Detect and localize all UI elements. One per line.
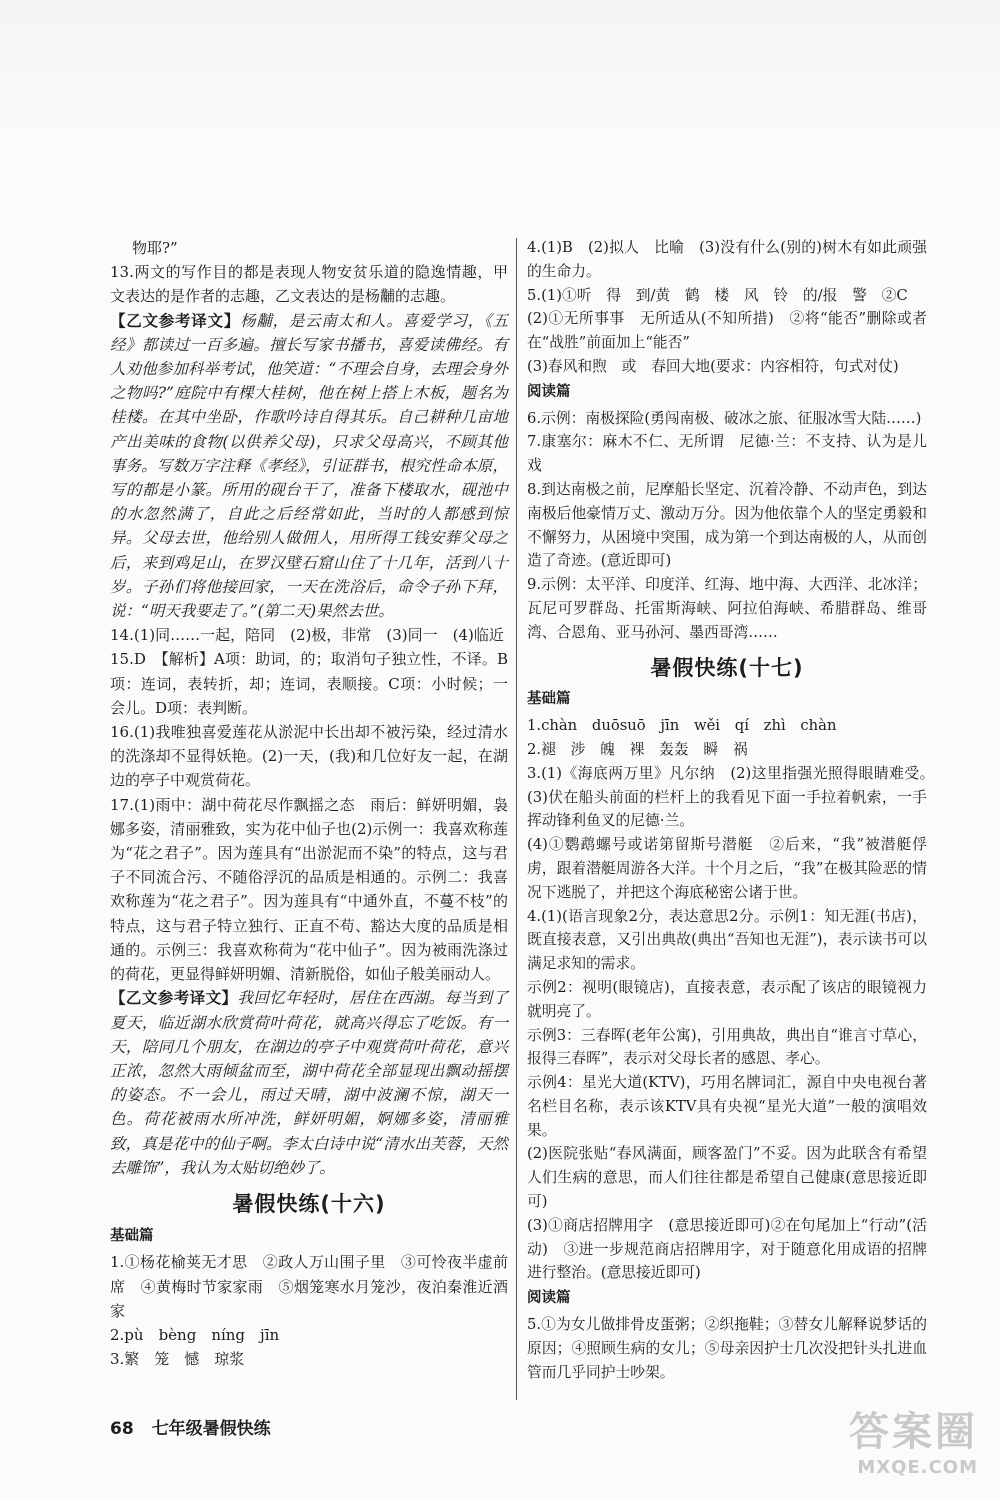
- watermark-logo-text: 答案圈: [849, 1409, 978, 1455]
- answer-2: 2.pù bèng níng jīn: [110, 1325, 280, 1344]
- answer-8: 8.到达南极之前，尼摩船长坚定、沉着冷静、不动声色，到达南极后他豪情万丈、激动万分。因为他依靠个人的坚定勇毅和不懈努力，从困境中突围，成为第一个到达南极的人，从而创造了奇迹。(意近即可): [527, 480, 927, 570]
- right-column: [527, 236, 942, 1384]
- column-divider: [516, 238, 517, 1400]
- translation-tag: 【乙文参考译文】: [110, 989, 238, 1008]
- translation-b: [110, 309, 508, 624]
- answer-r3-1: 3.(1)《海底两万里》凡尔纳 (2)这里指强光照得眼睛难受。 (3)伏在船头前面的栏杆上的我看见下面一手拉着帆索，一手挥动锋利鱼叉的尼德·兰。: [527, 764, 942, 830]
- answer-r4-6: (3)①商店招牌用字 (意思接近即可)②在句尾加上“行动”(活动) ③进一步规范商店招牌用字，对于随意化用成语的招牌进行整治。(意思接近即可): [527, 1216, 927, 1282]
- answer-r5: 5.①为女儿做排骨皮蛋粥；②织拖鞋；③替女儿解释说梦话的原因；④照顾生病的女儿；⑤母亲因护士几次没把针头扎进血管而几乎同护士吵架。: [527, 1316, 927, 1381]
- page-footer: [110, 1414, 271, 1439]
- answer-r4-3: 示例3：三春晖(老年公寓)，引用典故，典出自“谁言寸草心，报得三春晖”，表示对父母长者的感恩、孝心。: [527, 1026, 927, 1068]
- answer-6: 6.示例：南极探险(勇闯南极、破冰之旅、征服冰雪大陆……): [527, 409, 922, 427]
- reading-section-label: 阅读篇: [527, 383, 571, 400]
- answer-7: 7.康塞尔：麻木不仁、无所谓 尼德·兰：不支持、认为是儿戏: [527, 433, 927, 475]
- translation-text: 杨黼，是云南太和人。喜爱学习，《五经》都读过一百多遍。擅长写家书播书，喜爱读佛经。有人劝他参加科举考试，他笑道：“不理会自身，去理会身外之物吗?”庭院中有棵大桂树，他在树上搭上木板，题名为桂楼。在其中坐卧，作歌吟诗自得其乐。自己耕种几亩地产出美味的食物(以供养父母)，只求父母高兴，不顾其他事务。写数万字注释《孝经》，引证群书，根究性命本原，写的都是小篆。所用的砚台干了，准备下楼取水，砚池中的水忽然满了，自此之后经常如此，当时的人都感到惊异。父母去世，他给别人做佣人，用所得工钱安葬父母之后，来到鸡足山，在罗汉壁石窟山住了十几年，活到八十岁。子孙们将他接回家，一天在洗浴后，命令子孙下拜，说：“明天我要走了。”(第二天)果然去世。: [110, 311, 508, 621]
- answer-15: 15.D 【解析】A项：助词，的；取消句子独立性，不译。B项：连词，表转折，却；连词，表顺接。C项：小时候；一会儿。D项：表判断。: [110, 650, 508, 717]
- translation-b-2: [110, 986, 508, 1180]
- answer-r4-5: (2)医院张贴“春风满面，顾客盈门”不妥。因为此联含有希望人们生病的意思，而人们往往都是希望自己健康(意思接近即可): [527, 1145, 927, 1211]
- page-number: 68: [110, 1419, 134, 1439]
- answer-r2: 2.褪 涉 魄 裸 轰轰 瞬 祸: [527, 740, 748, 758]
- translation-text: 我回忆年轻时，居住在西湖。每当到了夏天，临近湖水欣赏荷叶荷花，就高兴得忘了吃饭。有一天，陪同几个朋友，在湖边的亭子中观赏荷叶荷花，意兴正浓，忽然大雨倾盆而至，湖中荷花全部显现出飘动摇摆的姿态。不一会儿，雨过天晴，湖中波澜不惊，湖天一色。荷花被雨水所冲洗，鲜妍明媚，婀娜多姿，清丽雅致，真是花中的仙子啊。李太白诗中说“清水出芙蓉，天然去雕饰”，我认为太贴切绝妙了。: [110, 989, 508, 1177]
- answer-16: 16.(1)我唯独喜爱莲花从淤泥中长出却不被污染，经过清水的洗涤却不显得妖艳。(2)一天，(我)和几位好友一起，在湖边的亭子中观赏荷花。: [110, 723, 508, 790]
- watermark-logo: [849, 1400, 978, 1478]
- answer-r4-4: 示例4：星光大道(KTV)，巧用名牌词汇，源自中央电视台著名栏目名称，表示该KTV具有央视“星光大道”一般的演唱效果。: [527, 1074, 927, 1139]
- section-title-16: 暑假快练(十六): [232, 1191, 386, 1216]
- reading-section-label: 阅读篇: [527, 1290, 571, 1307]
- basic-section-label: 基础篇: [527, 691, 571, 708]
- answer-3: 3.繁 笼 憾 琼浆: [110, 1350, 245, 1369]
- answer-5-2: (2)①无所事事 无所适从(不知所措) ②将“能否”删除或者在“战胜”前面加上“能否”: [527, 310, 927, 352]
- basic-section-label: 基础篇: [110, 1228, 154, 1245]
- book-title: 七年级暑假快练: [151, 1419, 271, 1439]
- answer-14: 14.(1)同……一起，陪同 (2)极，非常 (3)同一 (4)临近: [110, 626, 504, 645]
- answer-r1: 1.chàn duōsuō jīn wěi qí zhì chàn: [527, 717, 837, 735]
- answer-9: 9.示例：太平洋、印度洋、红海、地中海、大西洋、北冰洋；瓦尼可罗群岛、托雷斯海峡、阿拉伯海峡、希腊群岛、维哥湾、合恩角、亚马孙河、墨西哥湾……: [527, 576, 927, 641]
- answer-4: 4.(1)B (2)拟人 比喻 (3)没有什么(别的)树木有如此顽强的生命力。: [527, 239, 927, 280]
- section-title-17: 暑假快练(十七): [650, 655, 804, 680]
- answer-text: 物耶?”: [132, 239, 178, 257]
- answer-r4-1: 4.(1)(语言现象2分，表达意思2分。示例1：知无涯(书店)，既直接表意，又引出典故(典出“吾知也无涯”)，表示读书可以满足求知的需求。: [527, 907, 927, 973]
- translation-tag: 【乙文参考译文】: [110, 311, 241, 330]
- answer-13: 13.两文的写作目的都是表现人物安贫乐道的隐逸情趣，甲文表达的是作者的志趣，乙文表达的是杨黼的志趣。: [110, 263, 508, 306]
- answer-1: 1.①杨花榆荚无才思 ②政人万山围子里 ③可怜夜半虚前席 ④黄梅时节家家雨 ⑤烟笼寒水月笼沙，夜泊秦淮近酒家: [110, 1253, 508, 1320]
- page-top-margin: [0, 0, 1000, 140]
- left-column: [110, 236, 508, 1371]
- watermark-site: MXQE.COM: [857, 1457, 978, 1478]
- answer-17: 17.(1)雨中：湖中荷花尽作飘摇之态 雨后：鲜妍明媚，袅娜多姿，清丽雅致，实为花中仙子也(2)示例一：我喜欢称莲为“花之君子”。因为莲具有“出淤泥而不染”的特点，这与君子不同流合污、不随俗浮沉的品质是相通的。示例二：我喜欢称莲为“花之君子”。因为莲具有“中通外直，不蔓不枝”的特点，这与君子特立独行、正直不苟、豁达大度的品质是相通的。示例三：我喜欢称荷为“花中仙子”。因为被雨洗涤过的荷花，更显得鲜妍明媚、清新脱俗，如仙子般美丽动人。: [110, 795, 508, 984]
- answer-5-1: 5.(1)①听 得 到/黄 鹤 楼 风 铃 的/报 警 ②C: [527, 286, 908, 304]
- answer-r4-2: 示例2：视明(眼镜店)，直接表意，表示配了该店的眼镜视力就明亮了。: [527, 978, 927, 1020]
- answer-5-3: (3)春风和煦 或 春回大地(要求：内容相符，句式对仗): [527, 357, 899, 375]
- answer-r3-2: (4)①鹦鹉螺号或诺第留斯号潜艇 ②后来，“我”被潜艇俘虏，跟着潜艇周游各大洋。十个月之后，“我”在极其险恶的情况下逃脱了，并把这个海底秘密公诸于世。: [527, 836, 927, 901]
